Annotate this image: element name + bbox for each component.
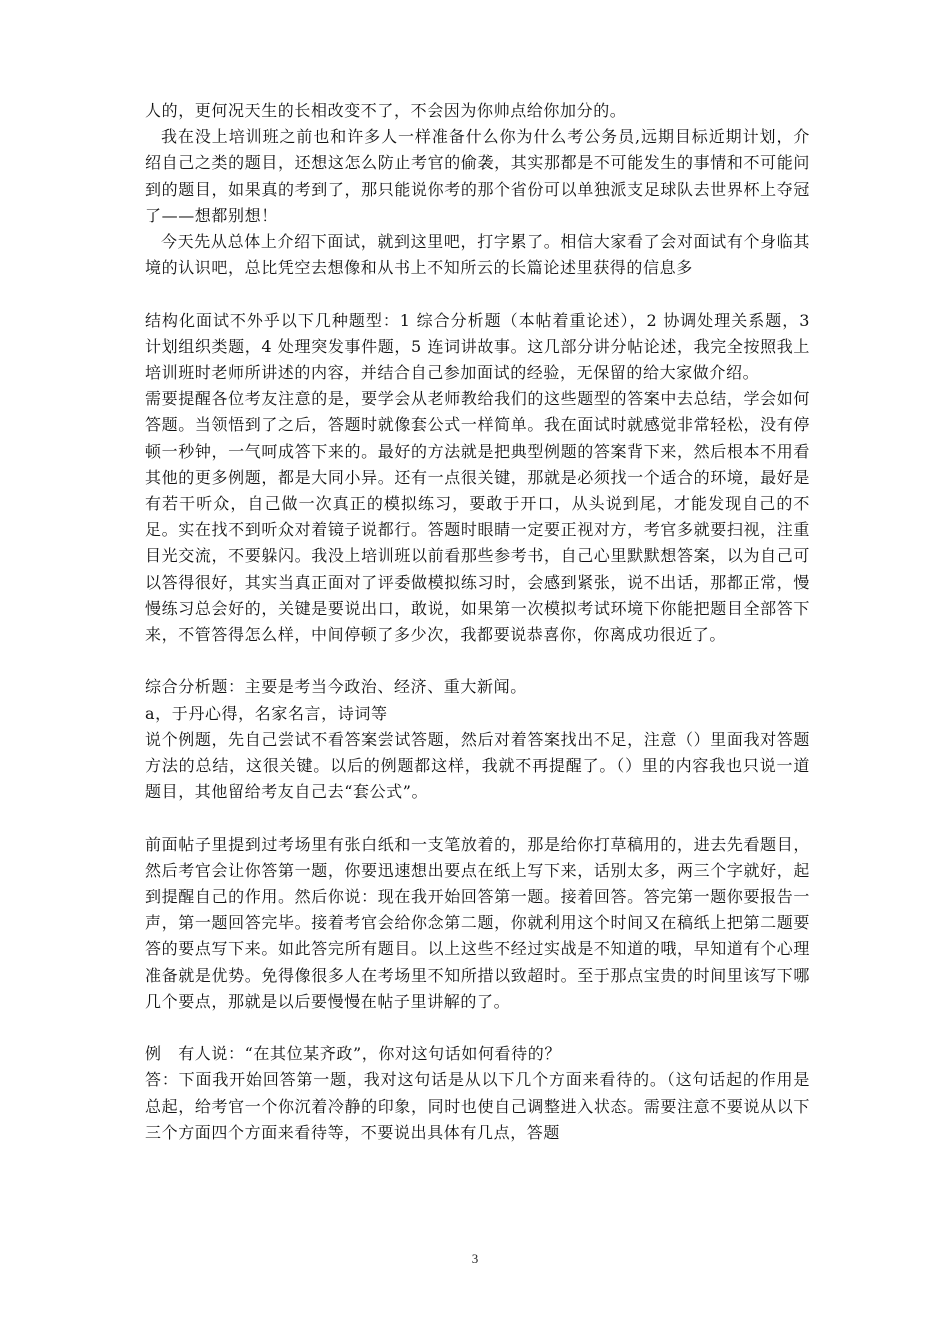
paragraph-continued: 人的，更何况天生的长相改变不了，不会因为你帅点给你加分的。 (145, 101, 627, 120)
blank-line (145, 805, 810, 831)
paragraph-item-a: a，于丹心得，名家名言，诗词等 (145, 703, 388, 723)
paragraph-analysis-heading: 综合分析题：主要是考当今政治、经济、重大新闻。 (145, 677, 527, 697)
paragraph-exam-room: 前面帖子里提到过考场里有张白纸和一支笔放着的，那是给你打草稿用的，进去先看题目，然后考官会让你答第一题，你要迅速想出要点在纸上写下来，话别太多，两三个字就好，起到提醒自己的作用。然后你说：现在我开始回答第一题。接着回答。答完第一题你要报告一声，第一题回答完毕。接着考官会给你念第二题，你就利用这个时间又在稿纸上把第二题要答的要点写下来。如此答完所有题目。以上这些不经过实战是不知道的哦，早知道有个心理准备就是优势。免得像很多人在考场里不知所措以致超时。至于那点宝贵的时间里该写下哪几个要点，那就是以后要慢慢在帖子里讲解的了。 (145, 834, 810, 1011)
blank-line (145, 1015, 810, 1041)
paragraph-preparation: 我在没上培训班之前也和许多人一样准备什么你为什么考公务员,远期目标近期计划，介绍自己之类的题目，还想这怎么防止考官的偷袭，其实那都是不可能发生的事情和不可能问到的题目，如果真的考到了，那只能说你考的那个省份可以单独派支足球队去世界杯上夺冠了——想都别想！ (145, 127, 810, 225)
paragraph-answer: 答：下面我开始回答第一题，我对这句话是从以下几个方面来看待的。（这句话起的作用是总起，给考官一个你沉着冷静的印象，同时也使自己调整进入状态。需要注意不要说从以下三个方面四个方面来看待等，不要说出具体有几点，答题 (145, 1070, 810, 1142)
paragraph-example-note: 说个例题，先自己尝试不看答案尝试答题，然后对着答案找出不足，注意（）里面我对答题方法的总结，这很关键。以后的例题都这样，我就不再提醒了。（）里的内容我也只说一道题目，其他留给考友自己去“套公式”。 (145, 729, 810, 802)
document-body (145, 98, 810, 1146)
paragraph-summary: 今天先从总体上介绍下面试，就到这里吧，打字累了。相信大家看了会对面试有个身临其境的认识吧，总比凭空去想像和从书上不知所云的长篇论述里获得的信息多 (145, 232, 810, 278)
page-number: 3 (471, 1251, 479, 1266)
paragraph-advice: 需要提醒各位考友注意的是，要学会从老师教给我们的这些题型的答案中去总结，学会如何答题。当领悟到了之后，答题时就像套公式一样简单。我在面试时就感觉非常轻松，没有停顿一秒钟，一气呵成答下来的。最好的方法就是把典型例题的答案背下来，然后根本不用看其他的更多例题，都是大同小异。还有一点很关键，那就是必须找一个适合的环境，最好是有若干听众，自己做一次真正的模拟练习，要敢于开口，从头说到尾，才能发现自己的不足。实在找不到听众对着镜子说都行。答题时眼睛一定要正视对方，考官多就要扫视，注重目光交流，不要躲闪。我没上培训班以前看那些参考书，自己心里默默想答案，以为自己可以答得很好，其实当真正面对了评委做模拟练习时，会感到紧张，说不出话，那都正常，慢慢练习总会好的，关键是要说出口，敢说，如果第一次模拟考试环境下你能把题目全部答下来，不管答得怎么样，中间停顿了多少次，我都要说恭喜你，你离成功很近了。 (145, 389, 810, 645)
paragraph-question-types: 结构化面试不外乎以下几种题型：1 综合分析题（本帖着重论述），2 协调处理关系题，3 计划组织类题，4 处理突发事件题，5 连词讲故事。这几部分讲分帖论述，我完全按照我上培训班时老师所讲述的内容，并结合自己参加面试的经验，无保留的给大家做介绍。 (145, 310, 810, 383)
blank-line (145, 648, 810, 674)
blank-line (145, 281, 810, 307)
paragraph-example-question: 例 有人说：“在其位某齐政”，你对这句话如何看待的？ (145, 1044, 561, 1064)
